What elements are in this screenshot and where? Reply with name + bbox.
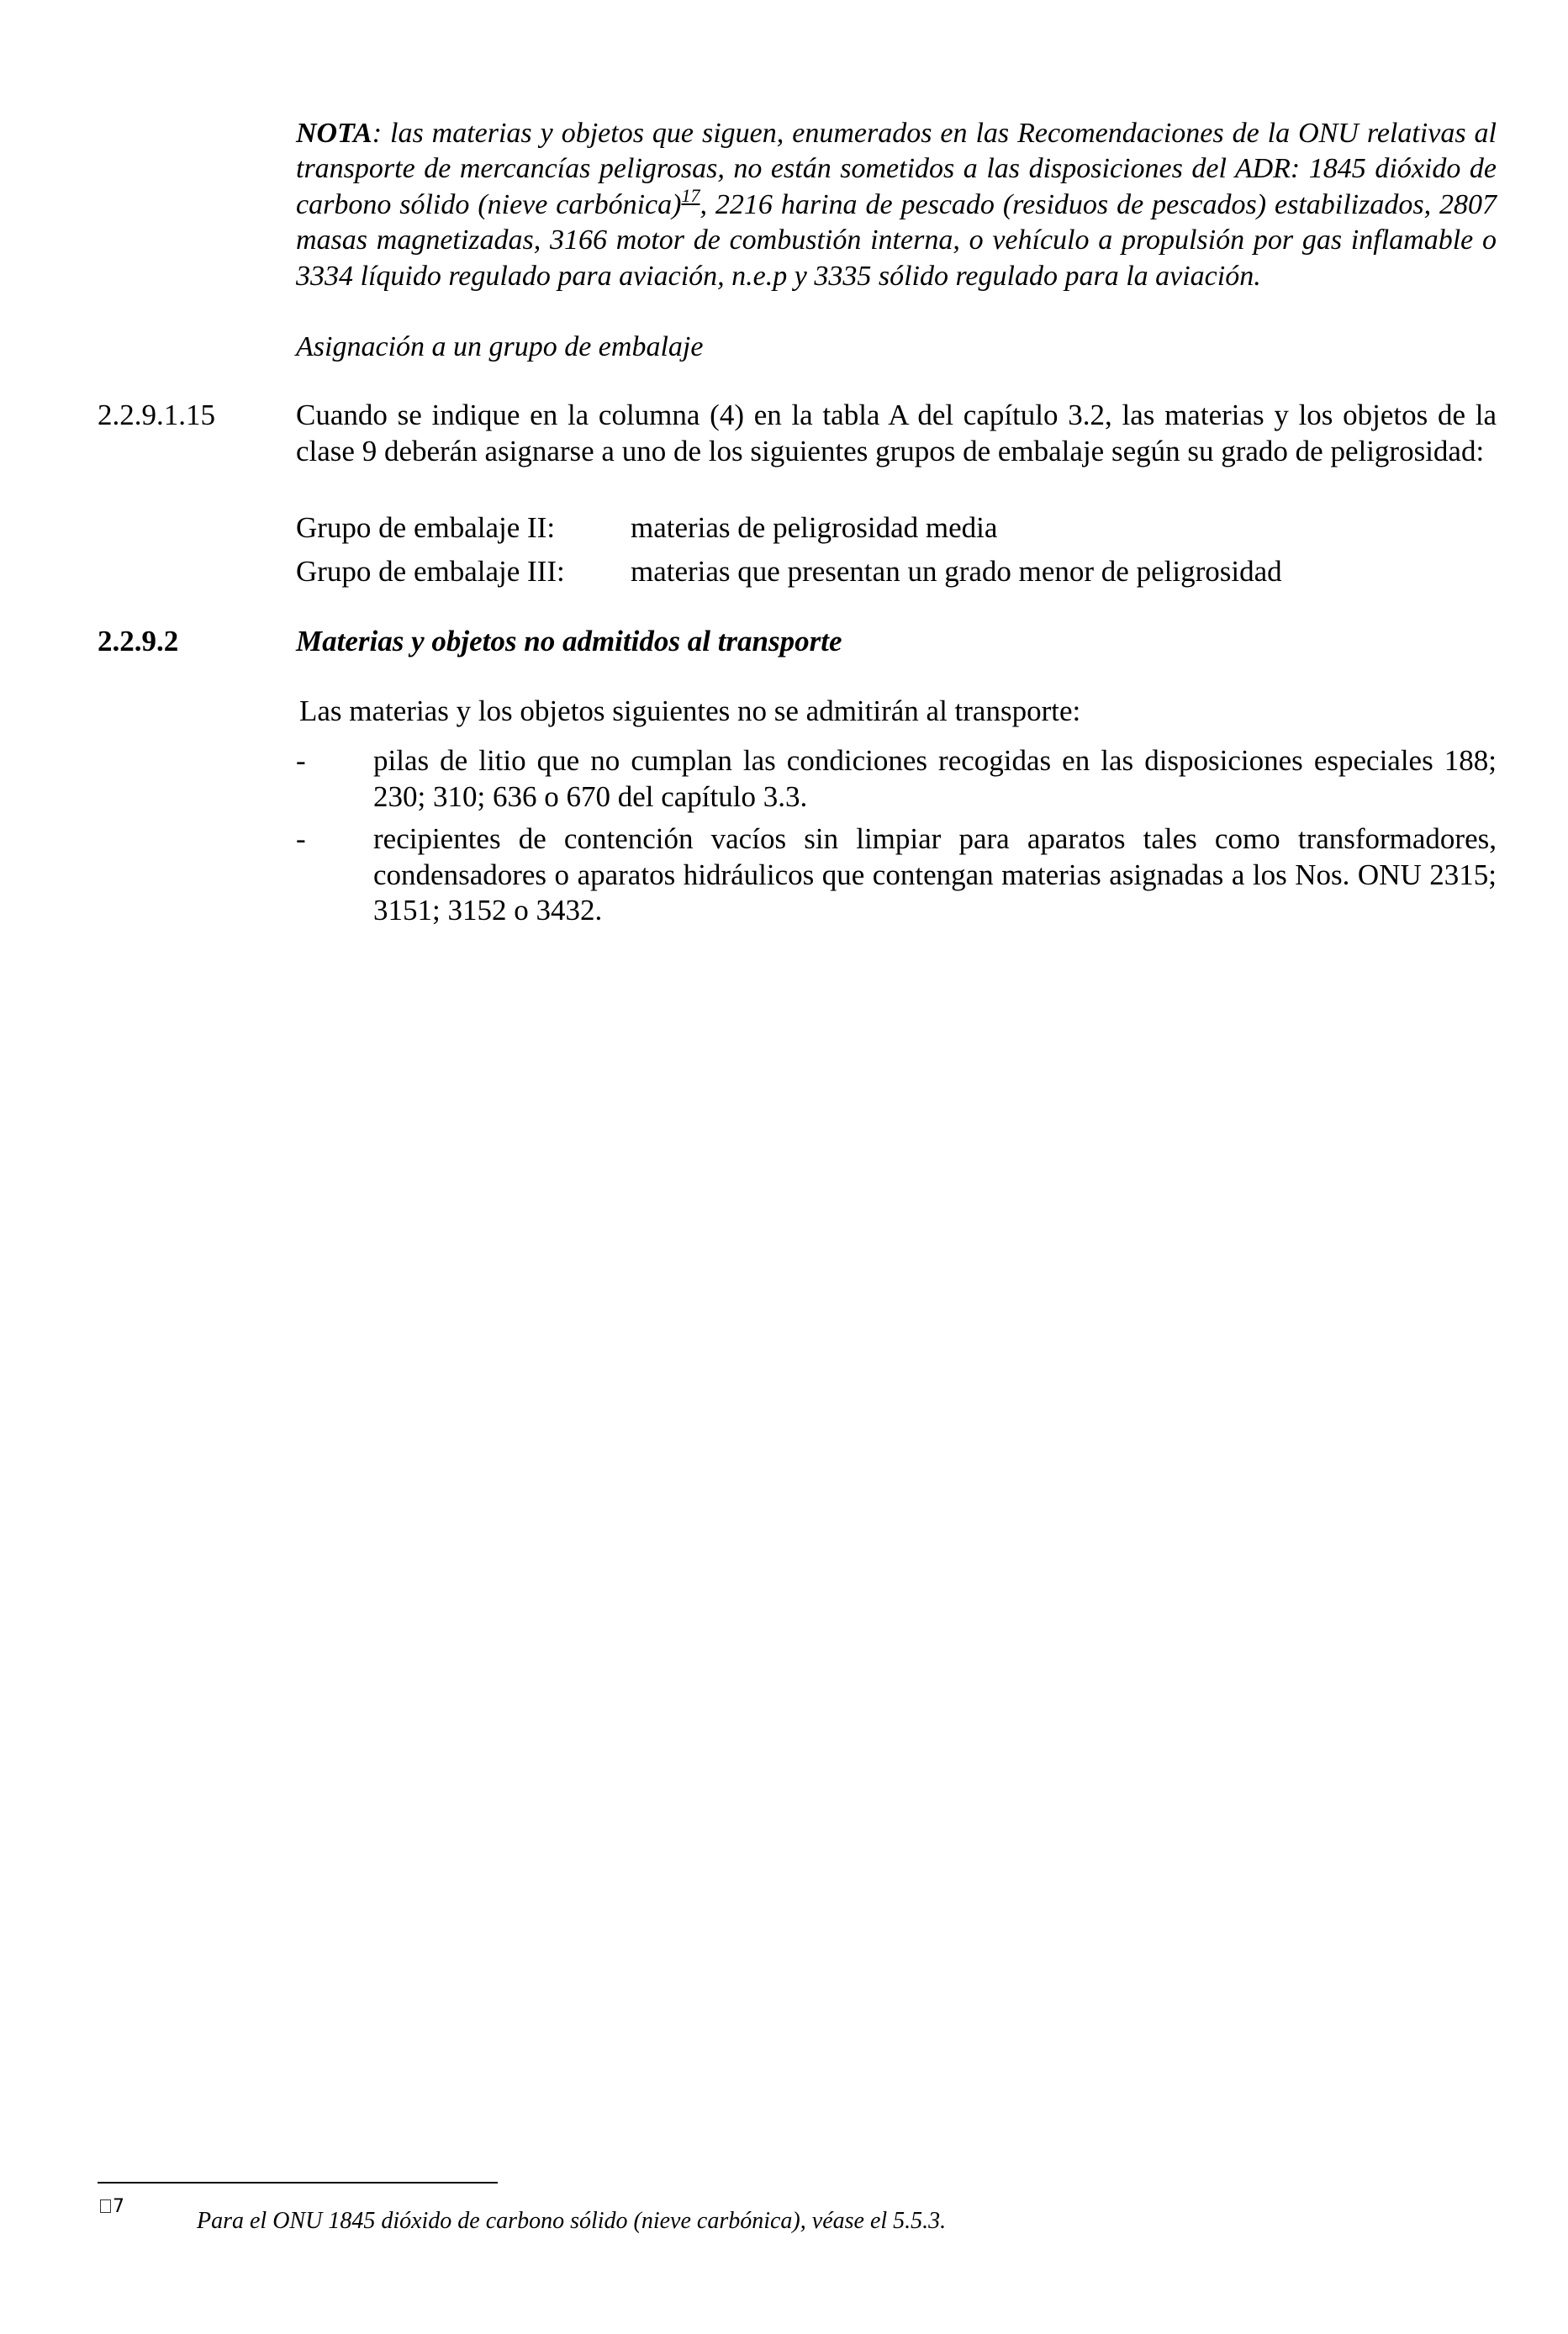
packing-group-subheading: Asignación a un grupo de embalaje [296, 331, 704, 362]
note-paragraph [296, 116, 1497, 294]
paragraph-number: 2.2.9.1.15 [98, 399, 215, 431]
bullet-dash: - [296, 822, 306, 855]
bullet-dash: - [296, 744, 306, 777]
section-title: Materias y objetos no admitidos al transporte [296, 625, 842, 657]
note-text-part-2: , 2216 harina de pescado (residuos de pescados) estabilizados, 2807 masas magnetizadas, 3166 motor de combustión interna, o vehículo a propulsión por gas inflamable o 3334 líquido regulado para aviación, n.e.p y 3335 sólido regulado para la aviación. [296, 188, 1497, 292]
packing-group-label: Grupo de embalaje II: [296, 511, 556, 544]
packing-group-row [296, 510, 997, 546]
packing-group-row [296, 554, 1282, 589]
footnote-separator [98, 2182, 498, 2184]
footnote-marker: 7 [100, 2196, 124, 2218]
section-number: 2.2.9.2 [98, 625, 179, 657]
packing-group-description: materias que presentan un grado menor de peligrosidad [631, 555, 1282, 588]
packing-group-label: Grupo de embalaje III: [296, 555, 565, 588]
footnote-text: Para el ONU 1845 dióxido de carbono sólido (nieve carbónica), véase el 5.5.3. [197, 2208, 947, 2234]
missing-glyph-box [100, 2199, 111, 2213]
list-item [296, 821, 1497, 929]
note-text-part-1: : las materias y objetos que siguen, enumerados en las Recomendaciones de la ONU relativas al transporte de mercancías peligrosas, no están sometidos a las disposiciones del ADR: 1845 dióxido de carbono sólido (nieve carbónica) [296, 118, 1497, 220]
list-item-text: pilas de litio que no cumplan las condiciones recogidas en las disposiciones especiales 188; 230; 310; 636 o 670 del capítulo 3.3. [373, 744, 1497, 813]
list-item-text: recipientes de contención vacíos sin limpiar para aparatos tales como transformadores, condensadores o aparatos hidráulicos que contengan materias asignadas a los Nos. ONU 2315; 3151; 3152 o 3432. [373, 822, 1497, 927]
footnote-reference[interactable]: 17 [681, 184, 700, 206]
list-item [296, 743, 1497, 815]
note-label: NOTA [296, 118, 372, 149]
section-intro: Las materias y los objetos siguientes no se admitirán al transporte: [299, 694, 1081, 727]
paragraph-text: Cuando se indique en la columna (4) en la tabla A del capítulo 3.2, las materias y los objetos de la clase 9 deberán asignarse a uno de los siguientes grupos de embalaje según su grado de peligrosidad: [296, 399, 1497, 467]
packing-group-description: materias de peligrosidad media [631, 511, 998, 544]
